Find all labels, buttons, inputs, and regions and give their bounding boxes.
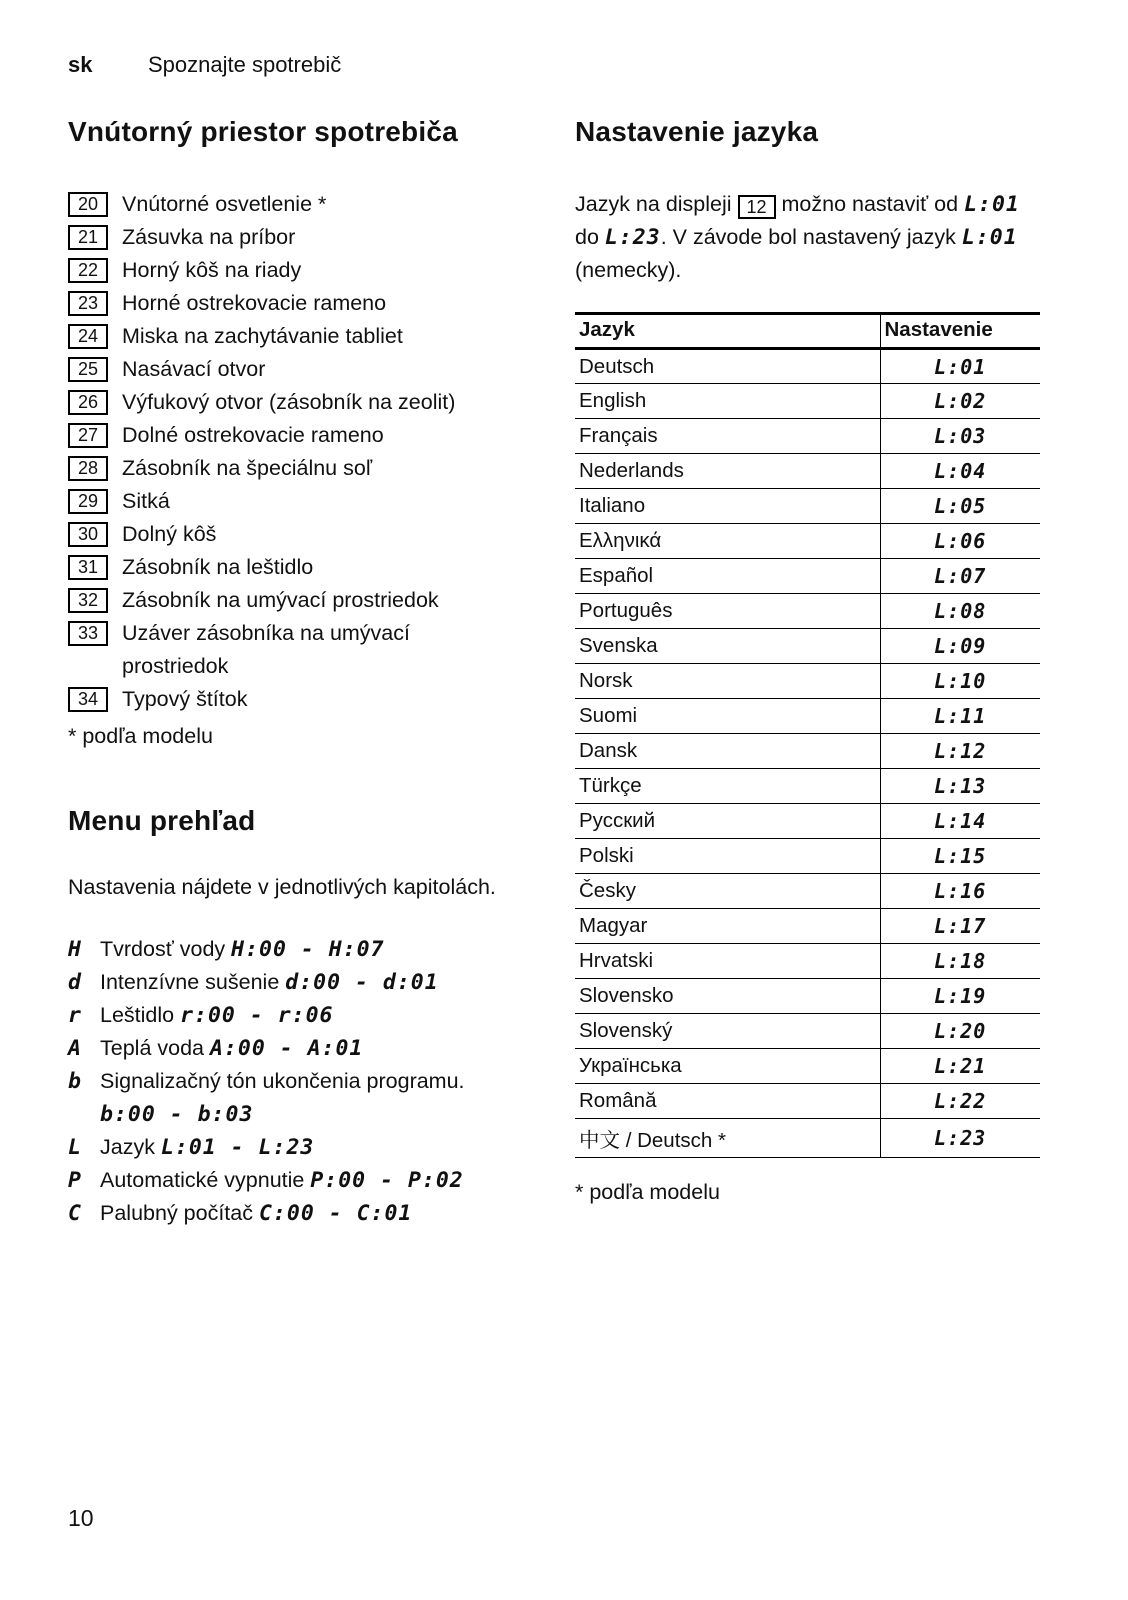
language-code-cell: L:12: [880, 734, 1040, 769]
language-name-cell: Français: [575, 419, 880, 454]
interior-list-item: [68, 617, 520, 683]
language-name-cell: Hrvatski: [575, 944, 880, 979]
language-table-row: [575, 489, 1040, 524]
language-name-cell: Українська: [575, 1049, 880, 1084]
language-code-cell: L:18: [880, 944, 1040, 979]
interior-list: [68, 188, 520, 716]
display-ref-box: 12: [738, 195, 776, 219]
language-name-cell: Česky: [575, 874, 880, 909]
language-name-cell: Slovensko: [575, 979, 880, 1014]
item-number-box: 30: [68, 522, 108, 547]
language-code-cell: L:08: [880, 594, 1040, 629]
language-table-row: [575, 909, 1040, 944]
menu-item-range: r:00 - r:06: [180, 1003, 334, 1028]
language-table-row: [575, 1014, 1040, 1049]
item-text: Vnútorné osvetlenie *: [122, 192, 327, 216]
item-number-box: 26: [68, 390, 108, 415]
language-table-head: [575, 314, 1040, 349]
language-table-row: [575, 349, 1040, 384]
interior-list-item: [68, 320, 520, 353]
language-table-row: [575, 594, 1040, 629]
menu-item-label: Palubný počítač: [100, 1201, 253, 1225]
item-number-box: 32: [68, 588, 108, 613]
language-name-cell: Svenska: [575, 629, 880, 664]
language-table-row: [575, 629, 1040, 664]
language-code-cell: L:15: [880, 839, 1040, 874]
item-number-box: 24: [68, 324, 108, 349]
language-name-cell: Magyar: [575, 909, 880, 944]
menu-item-label: Intenzívne sušenie: [100, 970, 280, 994]
language-table-row: [575, 979, 1040, 1014]
language-table-row: [575, 664, 1040, 699]
menu-item-text: [100, 999, 333, 1032]
menu-list-item: [68, 1065, 520, 1131]
menu-symbol: L: [68, 1135, 82, 1160]
language-footnote: * podľa modelu: [575, 1180, 720, 1204]
menu-item-label: Automatické vypnutie: [100, 1168, 305, 1192]
item-text: Zásobník na špeciálnu soľ: [122, 456, 373, 480]
interior-list-item: [68, 254, 520, 287]
page-number: 10: [68, 1505, 94, 1531]
item-number-box: 22: [68, 258, 108, 283]
language-name-cell: Română: [575, 1084, 880, 1119]
language-name-cell: Deutsch: [575, 349, 880, 384]
left-column: [68, 106, 520, 1230]
menu-list-item: [68, 933, 520, 966]
interior-list-item: [68, 287, 520, 320]
item-text: Uzáver zásobníka na umývací prostriedok: [122, 621, 410, 678]
language-name-cell: Ελληνικά: [575, 524, 880, 559]
menu-symbol: r: [68, 1003, 82, 1028]
language-name-cell: Português: [575, 594, 880, 629]
language-code-cell: L:19: [880, 979, 1040, 1014]
menu-list-item: [68, 966, 520, 999]
interior-list-item: [68, 452, 520, 485]
item-text: Výfukový otvor (zásobník na zeolit): [122, 390, 456, 414]
language-code-cell: L:16: [880, 874, 1040, 909]
language-code-cell: L:01: [880, 349, 1040, 384]
menu-item-text: [100, 1131, 314, 1164]
menu-item-range: d:00 - d:01: [285, 970, 439, 995]
language-table-row: [575, 524, 1040, 559]
item-text: Horné ostrekovacie rameno: [122, 291, 387, 315]
menu-item-text: [100, 966, 439, 999]
menu-item-range: L:01 - L:23: [160, 1135, 315, 1160]
language-code-label: sk: [68, 52, 93, 77]
menu-item-label: Tvrdosť vody: [100, 937, 226, 961]
item-number-box: 28: [68, 456, 108, 481]
menu-item-text: [100, 1197, 412, 1230]
menu-item-label: Teplá voda: [100, 1036, 204, 1060]
language-code-cell: L:21: [880, 1049, 1040, 1084]
language-name-cell: 中文 / Deutsch *: [575, 1119, 880, 1158]
lcd-value-from: L:01: [964, 192, 1020, 217]
language-table-row: [575, 419, 1040, 454]
menu-list: [68, 933, 520, 1230]
language-table-body: [575, 349, 1040, 1158]
two-column-layout: [68, 106, 1040, 1230]
menu-item-range: b:00 - b:03: [100, 1102, 254, 1127]
item-number-box: 25: [68, 357, 108, 382]
language-name-cell: Русский: [575, 804, 880, 839]
interior-list-item: [68, 419, 520, 452]
language-code-cell: L:13: [880, 769, 1040, 804]
menu-symbol: P: [68, 1168, 82, 1193]
interior-list-item: [68, 353, 520, 386]
language-name-cell: Norsk: [575, 664, 880, 699]
menu-item-label: Signalizačný tón ukončenia programu.: [100, 1069, 465, 1093]
interior-list-item: [68, 485, 520, 518]
menu-symbol: d: [68, 970, 82, 995]
item-number-box: 34: [68, 687, 108, 712]
item-text: Miska na zachytávanie tabliet: [122, 324, 403, 348]
item-text: Sitká: [122, 489, 170, 513]
language-name-cell: Suomi: [575, 699, 880, 734]
language-table-row: [575, 1084, 1040, 1119]
menu-item-range: C:00 - C:01: [258, 1201, 413, 1226]
language-code-cell: L:05: [880, 489, 1040, 524]
language-name-cell: Türkçe: [575, 769, 880, 804]
menu-item-text: [100, 1065, 520, 1131]
language-code-cell: L:23: [880, 1119, 1040, 1158]
column-header-setting: Nastavenie: [880, 314, 1040, 349]
chapter-title: Spoznajte spotrebič: [148, 52, 342, 77]
language-intro: [575, 188, 1040, 286]
menu-item-text: [100, 1032, 363, 1065]
menu-item-range: H:00 - H:07: [231, 937, 385, 962]
item-text: Horný kôš na riady: [122, 258, 302, 282]
right-column: [575, 106, 1040, 1230]
item-number-box: 21: [68, 225, 108, 250]
lcd-value-to: L:23: [604, 225, 661, 250]
language-name-cell: Español: [575, 559, 880, 594]
interior-list-item: [68, 221, 520, 254]
item-number-box: 27: [68, 423, 108, 448]
item-number-box: 20: [68, 192, 108, 217]
section-title-interior: Vnútorný priestor spotrebiča: [68, 116, 458, 147]
menu-symbol: C: [68, 1201, 82, 1226]
menu-intro: Nastavenia nájdete v jednotlivých kapitolách.: [68, 875, 496, 899]
intro-text-5: (nemecky).: [575, 258, 682, 282]
column-header-language: Jazyk: [575, 314, 880, 349]
menu-list-item: [68, 1032, 520, 1065]
item-text: Nasávací otvor: [122, 357, 266, 381]
language-name-cell: Polski: [575, 839, 880, 874]
item-text: Zásobník na leštidlo: [122, 555, 314, 579]
interior-list-item: [68, 584, 520, 617]
language-code-cell: L:10: [880, 664, 1040, 699]
menu-list-item: [68, 999, 520, 1032]
language-code-cell: L:22: [880, 1084, 1040, 1119]
language-code-cell: L:11: [880, 699, 1040, 734]
menu-item-label: Leštidlo: [100, 1003, 175, 1027]
menu-item-label: Jazyk: [100, 1135, 155, 1159]
language-code-cell: L:07: [880, 559, 1040, 594]
language-table-row: [575, 839, 1040, 874]
language-table-row: [575, 944, 1040, 979]
item-number-box: 33: [68, 621, 108, 646]
menu-item-text: [100, 1164, 464, 1197]
menu-symbol: A: [68, 1036, 82, 1061]
interior-list-item: [68, 518, 520, 551]
menu-symbol: H: [68, 937, 82, 962]
item-text: Dolné ostrekovacie rameno: [122, 423, 384, 447]
language-code-cell: L:03: [880, 419, 1040, 454]
language-code-cell: L:17: [880, 909, 1040, 944]
item-number-box: 31: [68, 555, 108, 580]
language-table-row: [575, 769, 1040, 804]
interior-list-item: [68, 551, 520, 584]
section-title-language: Nastavenie jazyka: [575, 116, 819, 147]
language-table-row: [575, 734, 1040, 769]
menu-item-text: [100, 933, 385, 966]
intro-text-1: Jazyk na displeji: [575, 192, 732, 216]
language-table-row: [575, 1119, 1040, 1158]
language-table-row: [575, 1049, 1040, 1084]
intro-text-2: možno nastaviť od: [781, 192, 959, 216]
interior-footnote: * podľa modelu: [68, 724, 213, 748]
language-code-cell: L:06: [880, 524, 1040, 559]
menu-list-item: [68, 1131, 520, 1164]
item-text: Zásobník na umývací prostriedok: [122, 588, 439, 612]
language-code-cell: L:04: [880, 454, 1040, 489]
menu-list-item: [68, 1197, 520, 1230]
interior-list-item: [68, 386, 520, 419]
language-code-cell: L:20: [880, 1014, 1040, 1049]
language-table: [575, 312, 1040, 1158]
menu-item-range: P:00 - P:02: [310, 1168, 464, 1193]
language-table-row: [575, 454, 1040, 489]
language-table-row: [575, 384, 1040, 419]
interior-list-item: [68, 188, 520, 221]
language-table-row: [575, 874, 1040, 909]
lcd-value-default: L:01: [961, 225, 1018, 250]
language-name-cell: Slovenský: [575, 1014, 880, 1049]
language-table-row: [575, 699, 1040, 734]
section-title-menu: Menu prehľad: [68, 805, 256, 836]
language-table-row: [575, 804, 1040, 839]
language-name-cell: English: [575, 384, 880, 419]
language-name-cell: Nederlands: [575, 454, 880, 489]
item-number-box: 29: [68, 489, 108, 514]
intro-text-4: . V závode bol nastavený jazyk: [660, 225, 956, 249]
language-code-cell: L:14: [880, 804, 1040, 839]
intro-text-3: do: [575, 225, 599, 249]
item-number-box: 23: [68, 291, 108, 316]
language-table-row: [575, 559, 1040, 594]
item-text: Typový štítok: [122, 687, 248, 711]
interior-list-item: [68, 683, 520, 716]
language-code-cell: L:02: [880, 384, 1040, 419]
language-name-cell: Italiano: [575, 489, 880, 524]
running-header: [68, 52, 1040, 78]
menu-item-range: A:00 - A:01: [209, 1036, 364, 1061]
language-code-cell: L:09: [880, 629, 1040, 664]
item-text: Dolný kôš: [122, 522, 217, 546]
menu-symbol: b: [68, 1069, 82, 1094]
menu-list-item: [68, 1164, 520, 1197]
item-text: Zásuvka na príbor: [122, 225, 296, 249]
language-name-cell: Dansk: [575, 734, 880, 769]
